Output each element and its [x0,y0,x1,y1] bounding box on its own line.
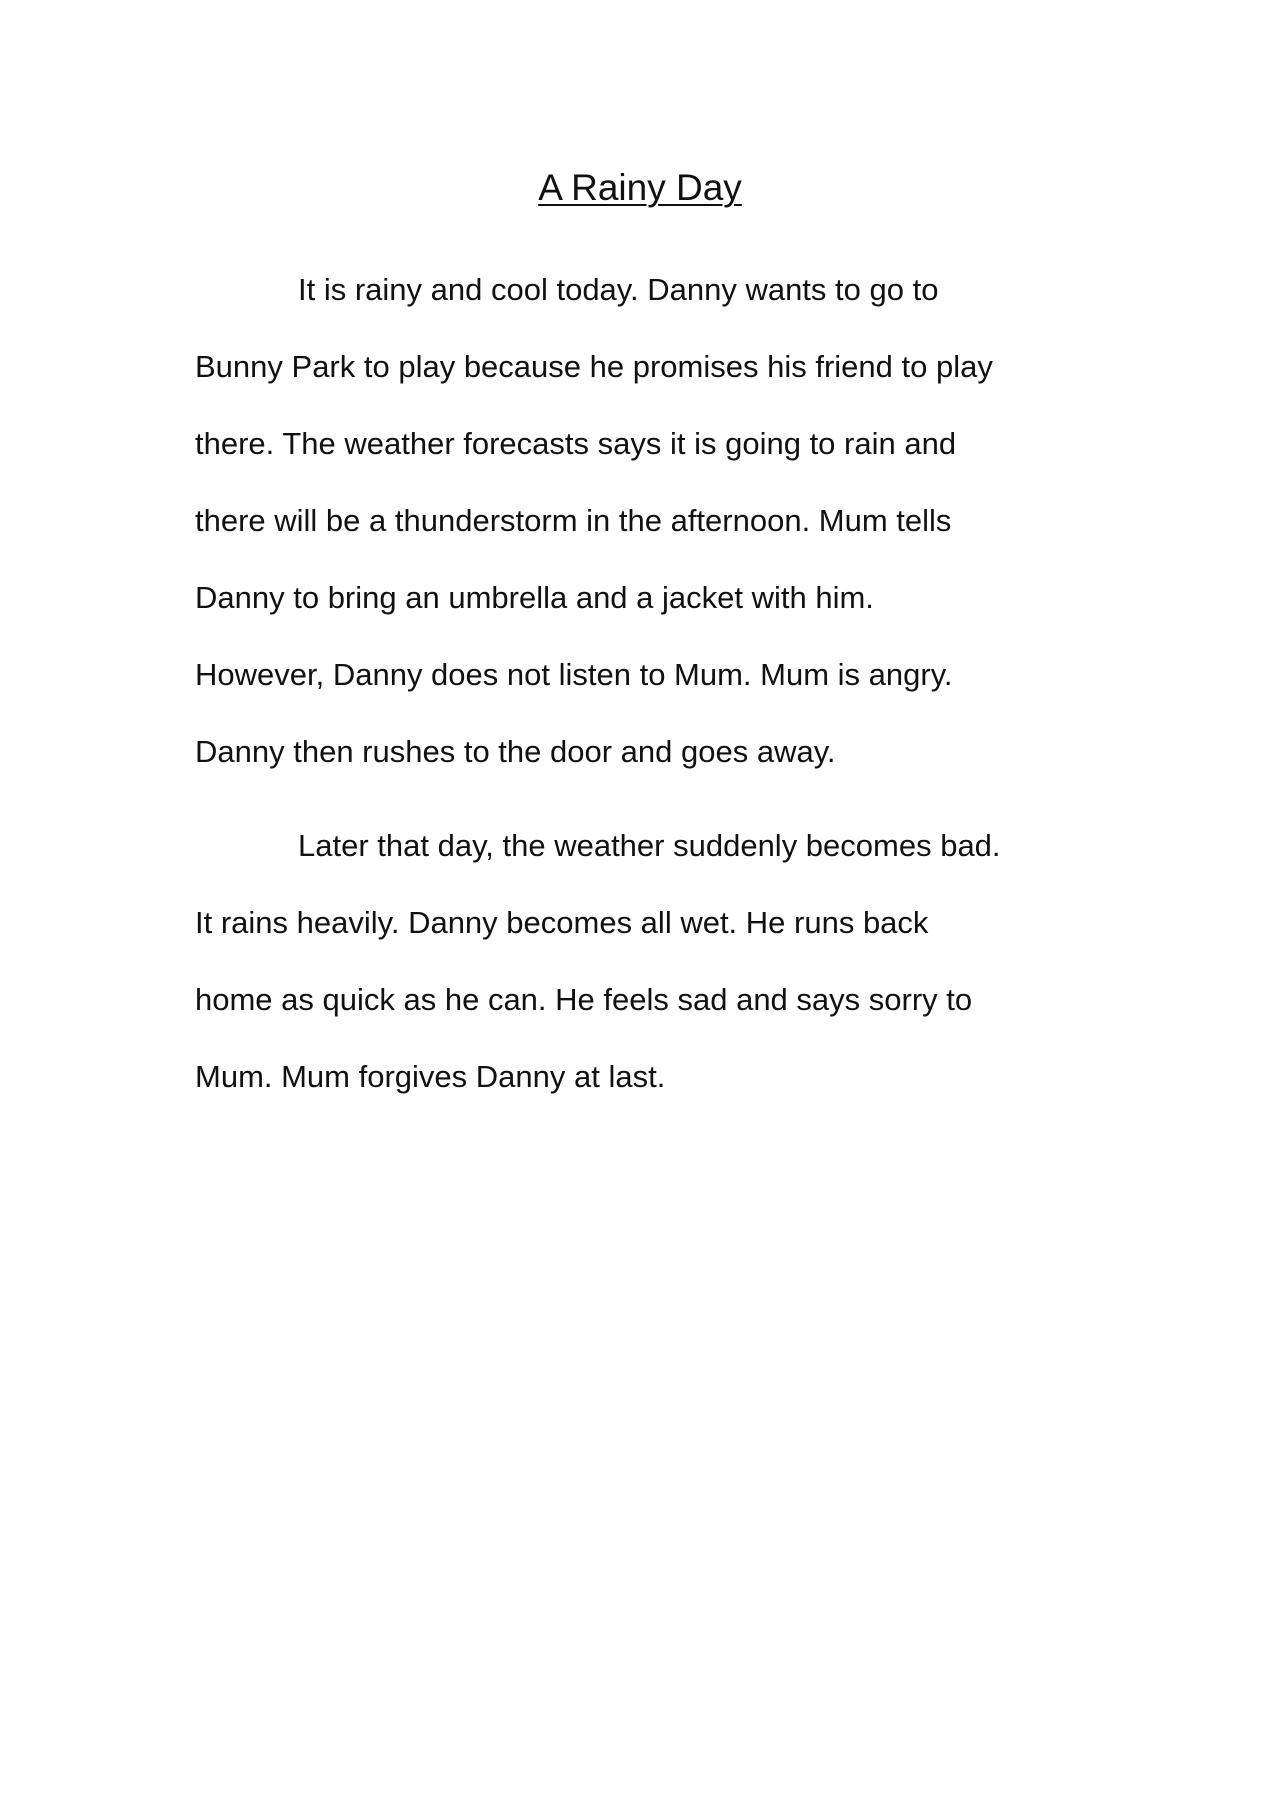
paragraph-1-line-7: Danny then rushes to the door and goes away. [195,734,836,769]
paragraph-1-line-5: Danny to bring an umbrella and a jacket with him. [195,580,874,615]
paragraph-2-line-3: home as quick as he can. He feels sad and says sorry to [195,982,973,1017]
document-title-text: A Rainy Day [538,167,742,208]
paragraph-1-line-3: there. The weather forecasts says it is going to rain and [195,426,957,461]
paragraph-2-line-4: Mum. Mum forgives Danny at last. [195,1059,666,1094]
paragraph-2-line-2: It rains heavily. Danny becomes all wet. He runs back [195,905,929,940]
paragraph-2-line-1: Later that day, the weather suddenly becomes bad. [298,828,1001,863]
paragraph-1-line-2: Bunny Park to play because he promises his friend to play [195,349,993,384]
paragraph-1-line-1: It is rainy and cool today. Danny wants to go to [298,272,939,307]
paragraph-1-line-6: However, Danny does not listen to Mum. Mum is angry. [195,657,953,692]
paragraph-1-line-4: there will be a thunderstorm in the afternoon. Mum tells [195,503,952,538]
document-title [0,166,1280,210]
